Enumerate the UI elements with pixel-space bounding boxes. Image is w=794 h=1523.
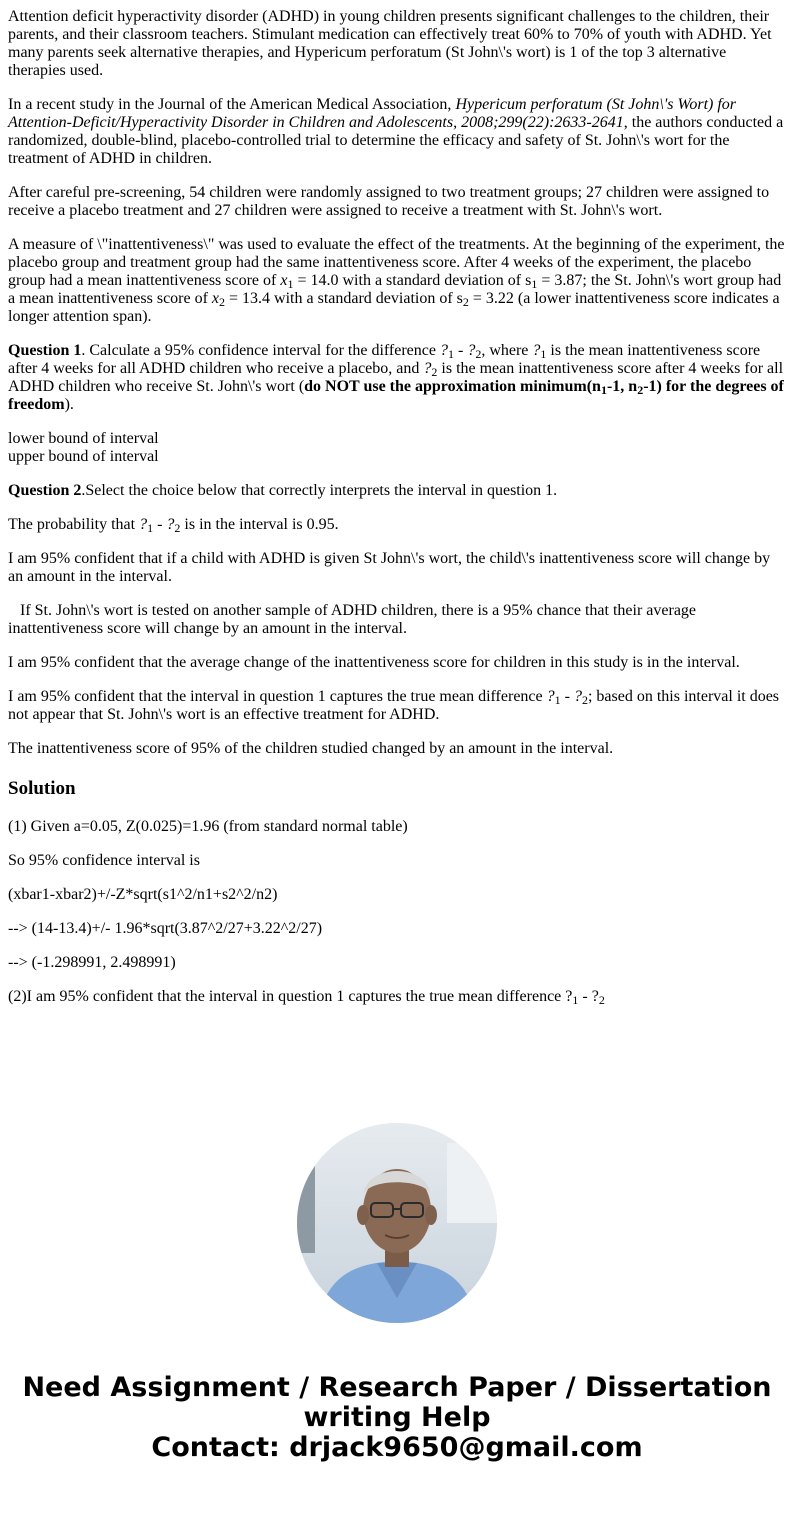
sub: 2 — [174, 521, 181, 535]
mu-symbol: ? — [439, 342, 448, 359]
footer-line-2: writing Help — [303, 1402, 491, 1433]
q1-text-e: ). — [64, 396, 74, 413]
dash: - — [453, 342, 468, 359]
xbar1-symbol: x — [280, 272, 288, 289]
solution-line-6 — [8, 988, 786, 1006]
sub: 1 — [554, 693, 561, 707]
p4-text-d: = 13.4 with a standard deviation of s — [225, 290, 463, 307]
avatar — [297, 1123, 497, 1323]
q1-bold-c: -1) for the degrees of freedom — [8, 378, 784, 413]
option-5[interactable] — [8, 688, 786, 724]
q1-text-b: , where — [481, 342, 533, 359]
interval-bounds — [8, 430, 786, 466]
p4-text-e: = 3.22 (a lower inattentiveness score indicates a longer attention span). — [8, 290, 780, 325]
intro-paragraph-2-text: In a recent study in the Journal of the American Medical Association, — [8, 96, 456, 113]
p4-text-c: = 3.87; the St. John\'s wort group had a mean inattentiveness score of — [8, 272, 782, 307]
p4-text-a: A measure of \"inattentiveness\" was used to evaluate the effect of the treatments. At the beginning of the experiment, the placebo group and treatment group had the same inattentiveness score. After 4 weeks of the experiment, the placebo group had a mean inattentiveness score of — [8, 236, 785, 289]
sub: 2 — [637, 383, 644, 397]
mu-symbol: ? — [166, 516, 175, 533]
question-1 — [8, 342, 786, 414]
sub: 2 — [598, 993, 605, 1007]
solution-line-1: (1) Given a=0.05, Z(0.025)=1.96 (from standard normal table) — [8, 818, 408, 835]
mu-symbol: ? — [139, 516, 148, 533]
mu-symbol: ? — [573, 688, 582, 705]
sub: 1 — [572, 993, 579, 1007]
sub: 1 — [287, 277, 294, 291]
option-6[interactable]: The inattentiveness score of 95% of the children studied changed by an amount in the interval. — [8, 740, 614, 757]
option-2[interactable]: I am 95% confident that if a child with ADHD is given St John\'s wort, the child\'s inattentiveness score will change by an amount in the interval. — [8, 550, 771, 585]
option-4[interactable]: I am 95% confident that the average change of the inattentiveness score for children in this study is in the interval. — [8, 654, 740, 671]
opt1-text-a: The probability that — [8, 516, 140, 533]
dash: - — [560, 688, 574, 705]
solution-line-5: --> (-1.298991, 2.498991) — [8, 954, 176, 971]
option-1[interactable] — [8, 516, 786, 534]
opt1-text-b: is in the interval is 0.95. — [180, 516, 339, 533]
mu-symbol: ? — [423, 360, 432, 377]
opt5-text-a: I am 95% confident that the interval in question 1 captures the true mean difference — [8, 688, 547, 705]
sub: 2 — [581, 693, 588, 707]
intro-paragraph-2 — [8, 96, 786, 168]
solution-line-4: --> (14-13.4)+/- 1.96*sqrt(3.87^2/27+3.22^2/27) — [8, 920, 323, 937]
sub: 1 — [447, 347, 454, 361]
mu-symbol: ? — [532, 342, 541, 359]
dash: - — [153, 516, 167, 533]
sub: 1 — [540, 347, 547, 361]
solution-line-3: (xbar1-xbar2)+/-Z*sqrt(s1^2/n1+s2^2/n2) — [8, 886, 278, 903]
upper-bound-label: upper bound of interval — [8, 448, 159, 465]
solution-heading: Solution — [8, 778, 76, 799]
p4-text-b: = 14.0 with a standard deviation of s — [293, 272, 532, 289]
lower-bound-label: lower bound of interval — [8, 430, 159, 447]
footer-line-1: Need Assignment / Research Paper / Dissertation — [22, 1372, 772, 1403]
footer-banner — [8, 1373, 786, 1463]
sub: 2 — [431, 365, 438, 379]
citation: Hypericum perforatum (St John\'s Wort) for Attention-Deficit/Hyperactivity Disorder in Children and Adolescents, 2008;299(22):2633-2641 — [8, 96, 737, 131]
q1-text-a: . Calculate a 95% confidence interval for the difference — [81, 342, 440, 359]
mu-symbol: ? — [546, 688, 555, 705]
solution-line-2: So 95% confidence interval is — [8, 852, 200, 869]
mu-symbol: ? — [467, 342, 476, 359]
option-3[interactable]: If St. John\'s wort is tested on another sample of ADHD children, there is a 95% chance that their average inattentiveness score will change by an amount in the interval. — [8, 602, 701, 637]
q1-text-d: is the mean inattentiveness score after 4 weeks for all ADHD children who receive St. John\'s wort ( — [8, 360, 784, 395]
question-2 — [8, 482, 786, 500]
q1-bold-b: -1, n — [606, 378, 638, 395]
intro-paragraph-3: After careful pre-screening, 54 children were randomly assigned to two treatment groups; 27 children were assigned to receive a placebo treatment and 27 children were assigned to receive a treatment with St. John\'s wort. — [8, 184, 770, 219]
sub: 1 — [600, 383, 607, 397]
intro-paragraph-2-text-end: , the authors conducted a randomized, double-blind, placebo-controlled trial to determine the efficacy and safety of St. John\'s wort for the treatment of ADHD in children. — [8, 114, 784, 167]
sub: 2 — [219, 295, 226, 309]
xbar2-symbol: x — [211, 290, 220, 307]
sub: 1 — [531, 277, 538, 291]
sub: 2 — [475, 347, 482, 361]
opt5-text-b: ; based on this interval it does not appear that St. John\'s wort is an effective treatment for ADHD. — [8, 688, 780, 723]
sol6-text-a: (2)I am 95% confident that the interval in question 1 captures the true mean difference ? — [8, 988, 573, 1005]
q2-text: .Select the choice below that correctly interprets the interval in question 1. — [81, 482, 558, 499]
question-1-label: Question 1 — [8, 342, 82, 359]
intro-paragraph-4 — [8, 236, 786, 326]
question-2-label: Question 2 — [8, 482, 82, 499]
footer-contact[interactable]: Contact: drjack9650@gmail.com — [151, 1432, 643, 1463]
avatar-portrait — [297, 1123, 497, 1323]
sub: 2 — [462, 295, 469, 309]
intro-paragraph-1: Attention deficit hyperactivity disorder (ADHD) in young children presents significant challenges to the children, their parents, and their classroom teachers. Stimulant medication can effectively treat 60% to 70% of youth with ADHD. Yet many parents seek alternative therapies, and Hypericum perforatum (St John\'s wort) is 1 of the top 3 alternative therapies used. — [8, 8, 772, 79]
q1-text-c: is the mean inattentiveness score after 4 weeks for all ADHD children who receive a placebo, and — [8, 342, 761, 377]
avatar-container — [8, 1123, 786, 1323]
q1-bold-a: do NOT use the approximation minimum(n — [304, 378, 601, 395]
sub: 1 — [147, 521, 154, 535]
sol6-text-b: - ? — [578, 988, 599, 1005]
